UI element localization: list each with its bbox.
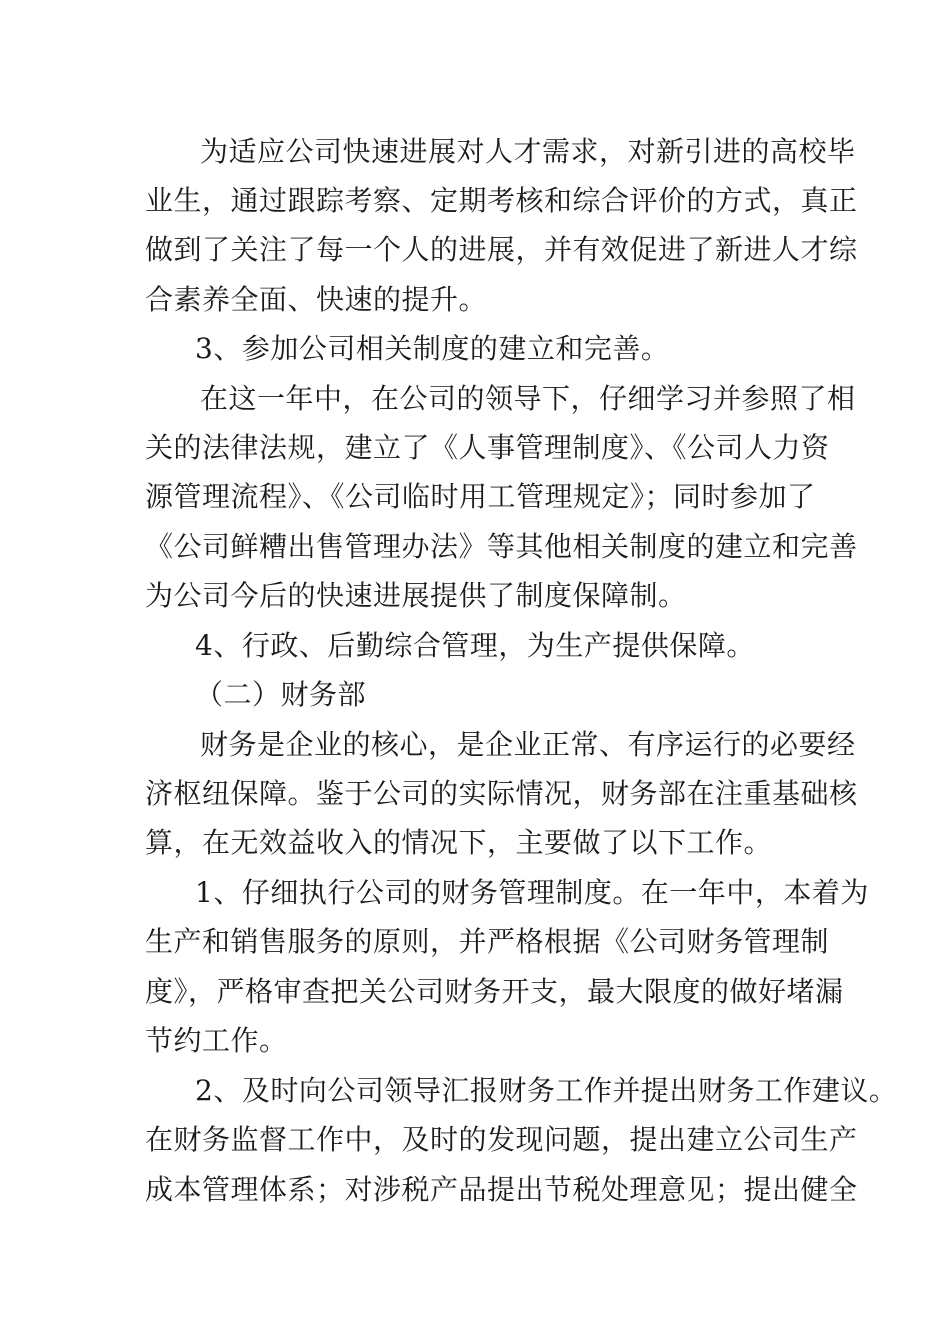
text-line: 为适应公司快速进展对人才需求，对新引进的高校毕 [200, 135, 856, 168]
text-line: 济枢纽保障。鉴于公司的实际情况，财务部在注重基础核 [145, 777, 858, 810]
text-line: 算，在无效益收入的情况下，主要做了以下工作。 [145, 826, 773, 859]
text-line: 2、及时向公司领导汇报财务工作并提出财务工作建议。 [195, 1074, 898, 1107]
text-line: 在财务监督工作中，及时的发现问题，提出建立公司生产 [145, 1123, 858, 1156]
text-line: 做到了关注了每一个人的进展，并有效促进了新进人才综 [145, 233, 858, 266]
text-line: 《公司鲜糟出售管理办法》等其他相关制度的建立和完善 [145, 530, 858, 563]
section-heading: （二）财务部 [195, 678, 367, 711]
text-line: 关的法律法规，建立了《人事管理制度》、《公司人力资 [145, 431, 830, 464]
text-line: 生产和销售服务的原则，并严格根据《公司财务管理制 [145, 925, 830, 958]
text-line: 节约工作。 [145, 1024, 288, 1057]
text-line: 合素养全面、快速的提升。 [145, 283, 488, 316]
section-heading: 4、行政、后勤综合管理，为生产提供保障。 [195, 629, 755, 662]
text-line: 度》，严格审查把关公司财务开支，最大限度的做好堵漏 [145, 975, 844, 1008]
text-line: 1、仔细执行公司的财务管理制度。在一年中，本着为 [195, 876, 869, 909]
text-line: 为公司今后的快速进展提供了制度保障制。 [145, 579, 687, 612]
text-line: 在这一年中，在公司的领导下，仔细学习并参照了相 [200, 382, 856, 415]
section-heading: 3、参加公司相关制度的建立和完善。 [195, 332, 670, 365]
text-line: 财务是企业的核心，是企业正常、有序运行的必要经 [200, 728, 856, 761]
text-line: 成本管理体系；对涉税产品提出节税处理意见；提出健全 [145, 1173, 858, 1206]
text-line: 源管理流程》、《公司临时用工管理规定》；同时参加了 [145, 480, 816, 513]
text-line: 业生，通过跟踪考察、定期考核和综合评价的方式，真正 [145, 184, 858, 217]
